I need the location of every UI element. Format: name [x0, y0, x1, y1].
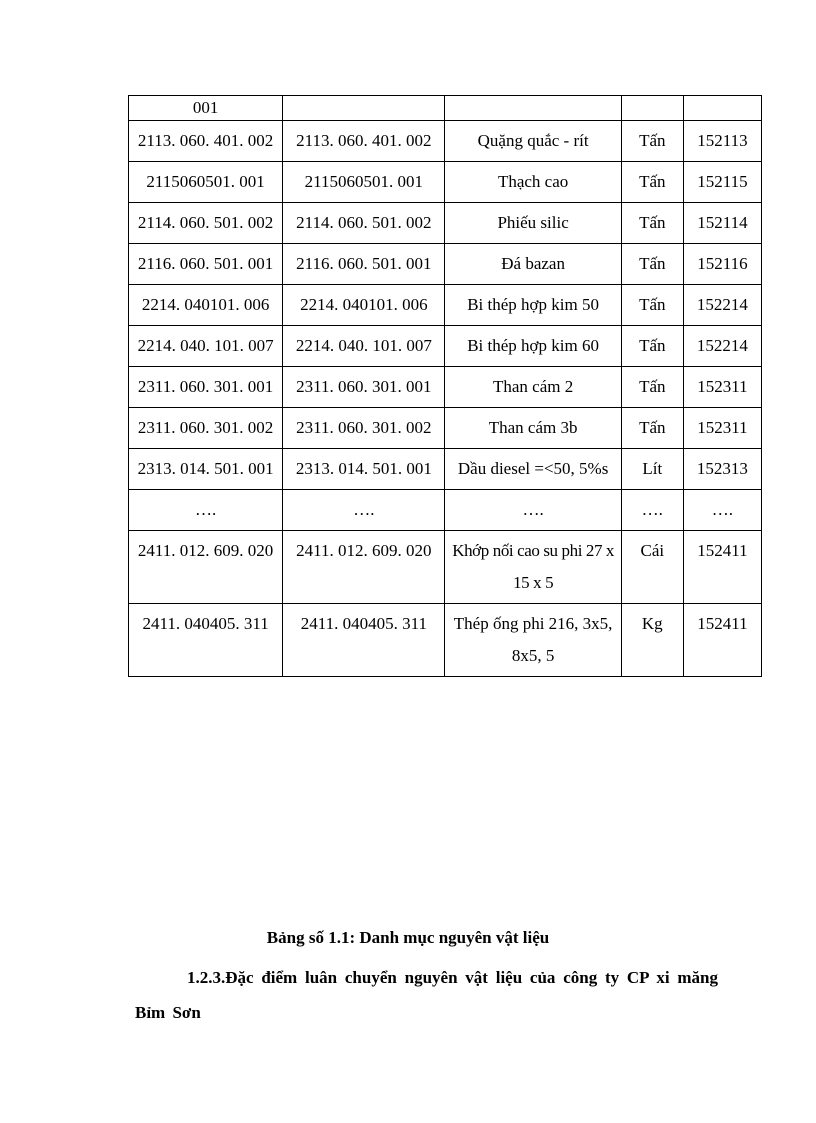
cell-code-new: 2115060501. 001: [283, 162, 445, 203]
cell-code-new: 2311. 060. 301. 001: [283, 367, 445, 408]
cell-account: 152311: [683, 367, 761, 408]
cell-code-new: ….: [283, 490, 445, 531]
table-row: [129, 244, 762, 285]
cell-material-name: Dầu diesel =<50, 5%s: [445, 449, 621, 490]
table-row-fragment: [129, 96, 762, 121]
cell-code-old: 2311. 060. 301. 002: [129, 408, 283, 449]
cell-account: 152313: [683, 449, 761, 490]
cell-code-new: 2214. 040101. 006: [283, 285, 445, 326]
cell-code-old: 2115060501. 001: [129, 162, 283, 203]
cell-unit: [621, 96, 683, 121]
cell-material-name: Thạch cao: [445, 162, 621, 203]
cell-account: 152114: [683, 203, 761, 244]
cell-account: 152214: [683, 326, 761, 367]
cell-code-old: 2313. 014. 501. 001: [129, 449, 283, 490]
cell-material-name: Quặng quắc - rít: [445, 121, 621, 162]
cell-unit: Tấn: [621, 244, 683, 285]
cell-account: ….: [683, 490, 761, 531]
cell-code-old: 2411. 012. 609. 020: [129, 531, 283, 604]
table-row-ellipsis: [129, 490, 762, 531]
cell-material-name: Bi thép hợp kim 60: [445, 326, 621, 367]
cell-code-old: ….: [129, 490, 283, 531]
cell-code-new: 2411. 012. 609. 020: [283, 531, 445, 604]
table-row: [129, 408, 762, 449]
cell-code-new: [283, 96, 445, 121]
cell-unit: Lít: [621, 449, 683, 490]
cell-code-new: 2113. 060. 401. 002: [283, 121, 445, 162]
cell-account: 152113: [683, 121, 761, 162]
cell-account: 152115: [683, 162, 761, 203]
cell-account: 152411: [683, 604, 761, 677]
cell-material-name: Than cám 3b: [445, 408, 621, 449]
cell-code-old: 2311. 060. 301. 001: [129, 367, 283, 408]
cell-unit: Tấn: [621, 285, 683, 326]
cell-unit: ….: [621, 490, 683, 531]
cell-code-old: 2411. 040405. 311: [129, 604, 283, 677]
cell-code-new: 2114. 060. 501. 002: [283, 203, 445, 244]
cell-material-name: Thép ống phi 216, 3x5, 8x5, 5: [445, 604, 621, 677]
cell-unit: Tấn: [621, 408, 683, 449]
table-row: [129, 604, 762, 677]
table-caption: Bảng số 1.1: Danh mục nguyên vật liệu: [266, 928, 550, 947]
cell-material-name: Phiếu silic: [445, 203, 621, 244]
cell-account: [683, 96, 761, 121]
cell-account: 152116: [683, 244, 761, 285]
cell-unit: Kg: [621, 604, 683, 677]
cell-unit: Tấn: [621, 162, 683, 203]
cell-unit: Tấn: [621, 326, 683, 367]
cell-material-name: [445, 96, 621, 121]
cell-material-name: Khớp nối cao su phi 27 x 15 x 5: [445, 531, 621, 604]
cell-account: 152411: [683, 531, 761, 604]
table-row: [129, 203, 762, 244]
cell-account: 152311: [683, 408, 761, 449]
table-row: [129, 326, 762, 367]
table-row: [129, 121, 762, 162]
cell-account: 152214: [683, 285, 761, 326]
cell-unit: Tấn: [621, 367, 683, 408]
cell-code-new: 2311. 060. 301. 002: [283, 408, 445, 449]
cell-material-name: ….: [445, 490, 621, 531]
cell-material-name: Đá bazan: [445, 244, 621, 285]
materials-table: [128, 95, 762, 677]
cell-unit: Tấn: [621, 121, 683, 162]
cell-code-old: 2116. 060. 501. 001: [129, 244, 283, 285]
table-row: [129, 285, 762, 326]
cell-unit: Cái: [621, 531, 683, 604]
cell-code-new: 2313. 014. 501. 001: [283, 449, 445, 490]
table-row: [129, 367, 762, 408]
cell-material-name: Bi thép hợp kim 50: [445, 285, 621, 326]
table-row: [129, 162, 762, 203]
cell-code-new: 2411. 040405. 311: [283, 604, 445, 677]
section-heading: 1.2.3.Đặc điểm luân chuyển nguyên vật liệu của công ty CP xi măng Bỉm Sơn: [135, 968, 718, 1022]
cell-code-old: 2114. 060. 501. 002: [129, 203, 283, 244]
cell-code-old: 001: [129, 96, 283, 121]
table-row: [129, 531, 762, 604]
cell-code-old: 2214. 040. 101. 007: [129, 326, 283, 367]
cell-code-old: 2113. 060. 401. 002: [129, 121, 283, 162]
cell-unit: Tấn: [621, 203, 683, 244]
cell-code-new: 2214. 040. 101. 007: [283, 326, 445, 367]
cell-material-name: Than cám 2: [445, 367, 621, 408]
cell-code-old: 2214. 040101. 006: [129, 285, 283, 326]
table-row: [129, 449, 762, 490]
cell-code-new: 2116. 060. 501. 001: [283, 244, 445, 285]
